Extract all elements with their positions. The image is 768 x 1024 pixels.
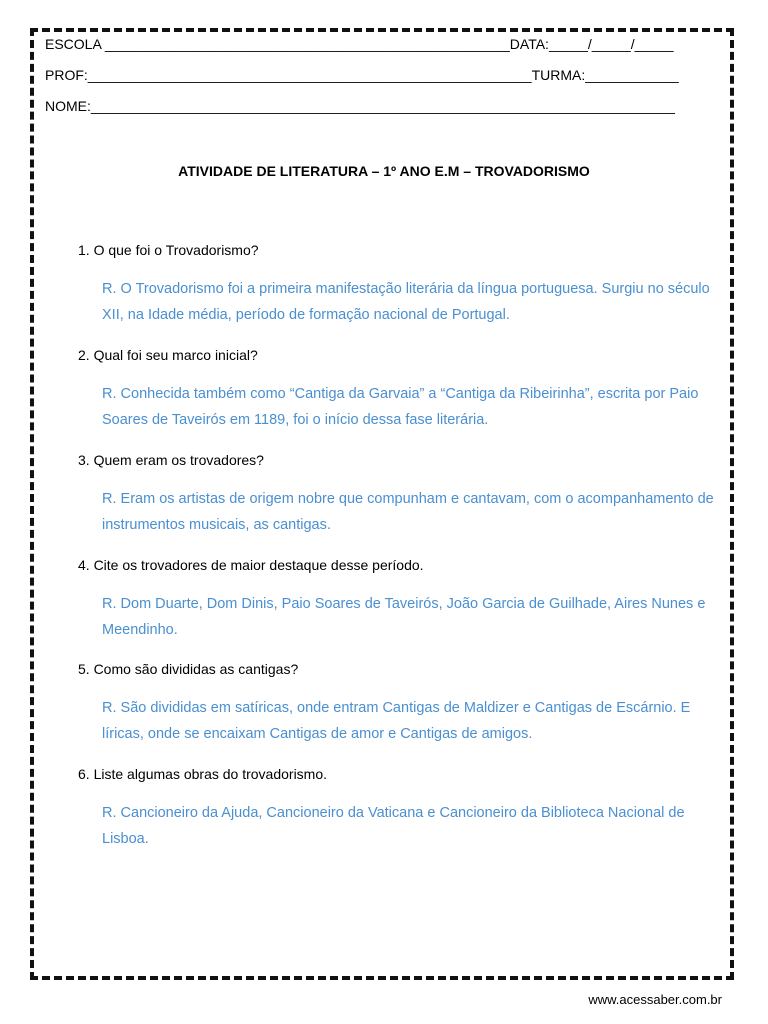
escola-date-line: ESCOLA ____________________________________________________DATA:_____/_____/_____ <box>45 36 674 52</box>
question-5: 5. Como são divididas as cantigas? <box>78 661 299 677</box>
footer-website: www.acessaber.com.br <box>588 992 722 1007</box>
nome-line: NOME:___________________________________________________________________________ <box>45 98 675 114</box>
question-3: 3. Quem eram os trovadores? <box>78 452 264 468</box>
question-1: 1. O que foi o Trovadorismo? <box>78 242 259 258</box>
answer-5: R. São divididas em satíricas, onde entram Cantigas de Maldizer e Cantigas de Escárnio. E líricas, onde se encaixam Cantigas de amor e Cantigas de amigos. <box>102 700 691 742</box>
answer-1: R. O Trovadorismo foi a primeira manifestação literária da língua portuguesa. Surgiu no século XII, na Idade média, período de formação nacional de Portugal. <box>102 281 710 323</box>
prof-turma-line: PROF:_________________________________________________________TURMA:____________ <box>45 67 679 83</box>
answer-3: R. Eram os artistas de origem nobre que compunham e cantavam, com o acompanhamento de instrumentos musicais, as cantigas. <box>102 491 714 533</box>
question-4: 4. Cite os trovadores de maior destaque desse período. <box>78 557 424 573</box>
answer-4: R. Dom Duarte, Dom Dinis, Paio Soares de Taveirós, João Garcia de Guilhade, Aires Nunes e Meendinho. <box>102 596 706 638</box>
answer-2: R. Conhecida também como “Cantiga da Garvaia” a “Cantiga da Ribeirinha”, escrita por Paio Soares de Taveirós em 1189, foi o início dessa fase literária. <box>102 386 699 428</box>
question-6: 6. Liste algumas obras do trovadorismo. <box>78 766 328 782</box>
question-2: 2. Qual foi seu marco inicial? <box>78 347 258 363</box>
worksheet-title: ATIVIDADE DE LITERATURA – 1º ANO E.M – TROVADORISMO <box>178 163 590 179</box>
answer-6: R. Cancioneiro da Ajuda, Cancioneiro da Vaticana e Cancioneiro da Biblioteca Nacional de Lisboa. <box>102 805 685 847</box>
